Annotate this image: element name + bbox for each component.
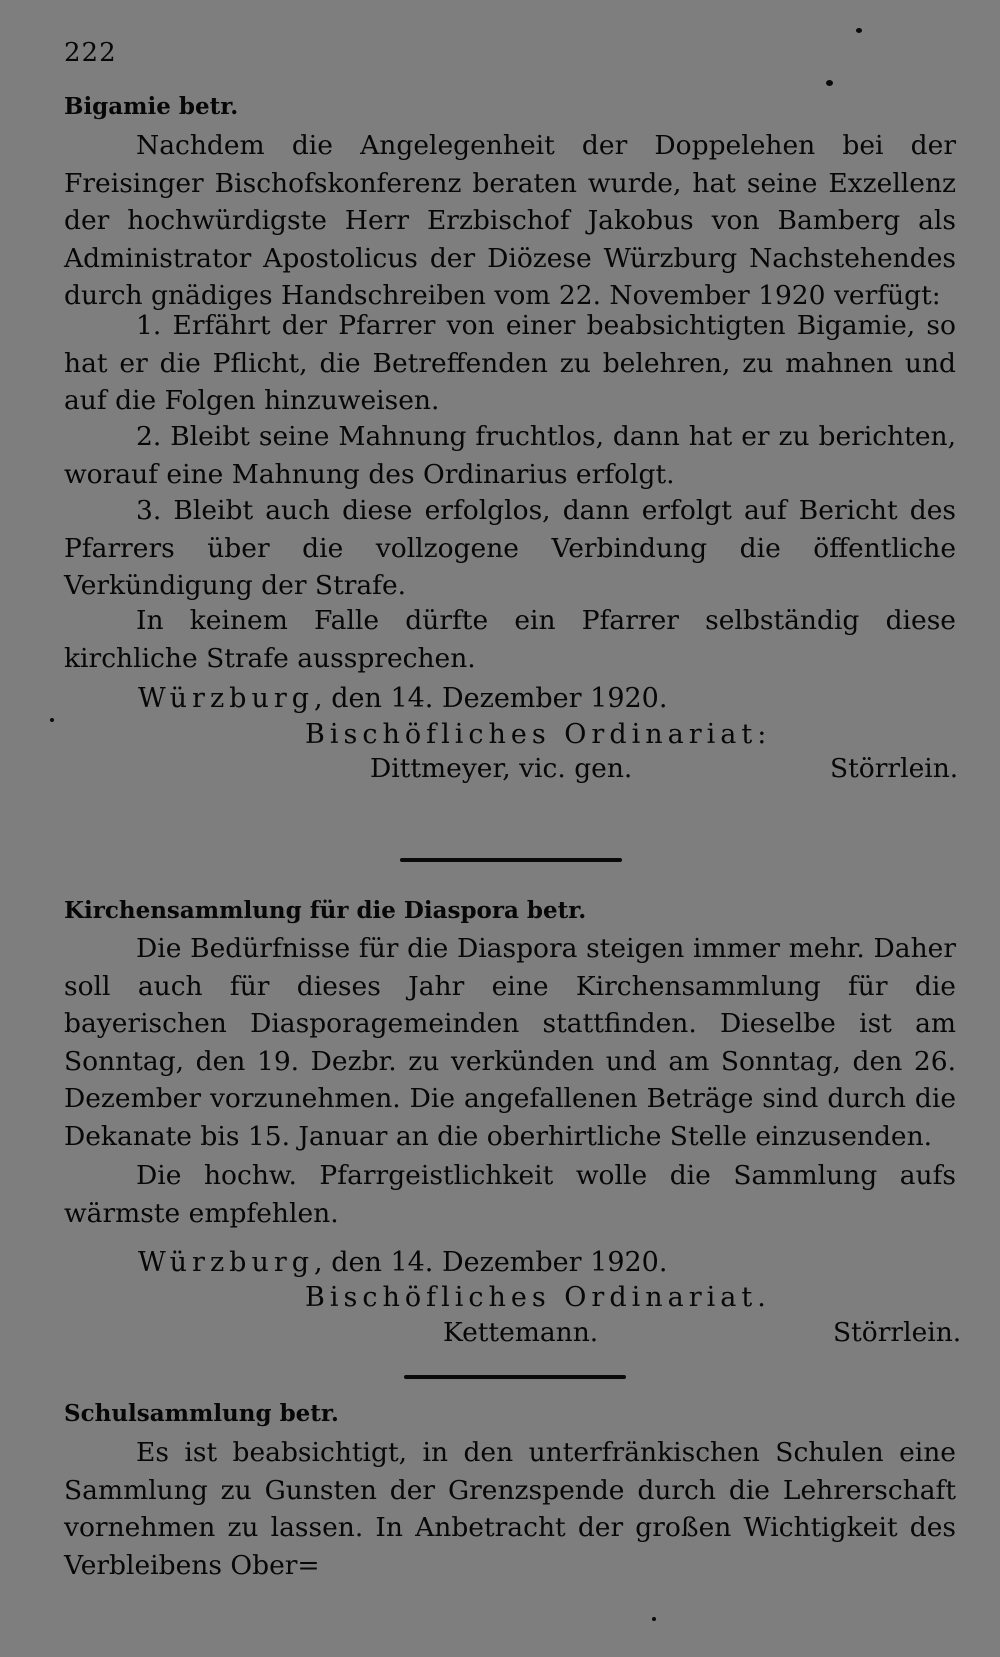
list-item: 1. Erfährt der Pfarrer von einer beabsichtigten Bigamie, so hat er die Pflicht, die Betreffenden zu belehren, zu mahnen und auf die Folgen hinzuweisen. — [64, 310, 956, 416]
signature-left: Dittmeyer, vic. gen. — [370, 753, 633, 784]
paragraph-schulsammlung-body: Es ist beabsichtigt, in den unterfränkischen Schulen eine Sammlung zu Gunsten der Grenzspende durch die Lehrerschaft vornehmen zu lassen. In Anbetracht der großen Wichtigkeit des Verbleibens Ober= — [64, 1437, 956, 1581]
paragraph-bigamie-closing: In keinem Falle dürfte ein Pfarrer selbständig diese kirchliche Strafe aussprechen. — [64, 605, 956, 674]
signature-left: Kettemann. — [443, 1317, 599, 1348]
list-item: 2. Bleibt seine Mahnung fruchtlos, dann hat er zu berichten, worauf eine Mahnung des Ordinarius erfolgt. — [64, 421, 956, 490]
section-heading-schulsammlung: Schulsammlung betr. — [64, 1400, 339, 1427]
signature-right: Störrlein. — [833, 1317, 962, 1348]
place-date-line — [138, 683, 667, 714]
paragraph-bigamie-intro: Nachdem die Angelegenheit der Doppelehen bei der Freisinger Bischofskonferenz beraten wurde, hat seine Exzellenz der hochwürdigste Herr Erzbischof Jakobus von Bamberg als Administrator Apostolicus der Diözese Würzburg Nachstehendes durch gnädiges Handschreiben vom 22. November 1920 verfügt: — [64, 130, 956, 311]
place-date: , den 14. Dezember 1920. — [314, 1247, 668, 1278]
section-divider — [400, 858, 622, 862]
list-item: 3. Bleibt auch diese erfolglos, dann erfolgt auf Bericht des Pfarrers über die vollzogene Verbindung die öffentliche Verkündigung der Strafe. — [64, 495, 956, 601]
place-city: Würzburg — [138, 1247, 315, 1278]
page-number: 222 — [64, 38, 117, 68]
scan-speck — [50, 718, 54, 722]
scan-speck — [826, 80, 833, 86]
place-date-line — [138, 1247, 667, 1278]
office-title: Bischöfliches Ordinariat. — [305, 1282, 771, 1313]
scan-speck — [856, 28, 862, 33]
paragraph-diaspora-closing: Die hochw. Pfarrgeistlichkeit wolle die Sammlung aufs wärmste empfehlen. — [64, 1160, 956, 1229]
section-divider — [404, 1375, 626, 1379]
signature-right: Störrlein. — [830, 753, 959, 784]
section-heading-diaspora: Kirchensammlung für die Diaspora betr. — [64, 897, 587, 924]
section-heading-bigamie: Bigamie betr. — [64, 93, 239, 120]
place-date: , den 14. Dezember 1920. — [314, 683, 668, 714]
office-title: Bischöfliches Ordinariat: — [305, 719, 772, 750]
place-city: Würzburg — [138, 683, 315, 714]
scan-speck — [652, 1617, 656, 1621]
paragraph-diaspora-body: Die Bedürfnisse für die Diaspora steigen immer mehr. Daher soll auch für dieses Jahr eine Kirchensammlung für die bayerischen Diasporagemeinden stattfinden. Dieselbe ist am Sonntag, den 19. Dezbr. zu verkünden und am Sonntag, den 26. Dezember vorzunehmen. Die angefallenen Beträge sind durch die Dekanate bis 15. Januar an die oberhirtliche Stelle einzusenden. — [64, 933, 956, 1152]
